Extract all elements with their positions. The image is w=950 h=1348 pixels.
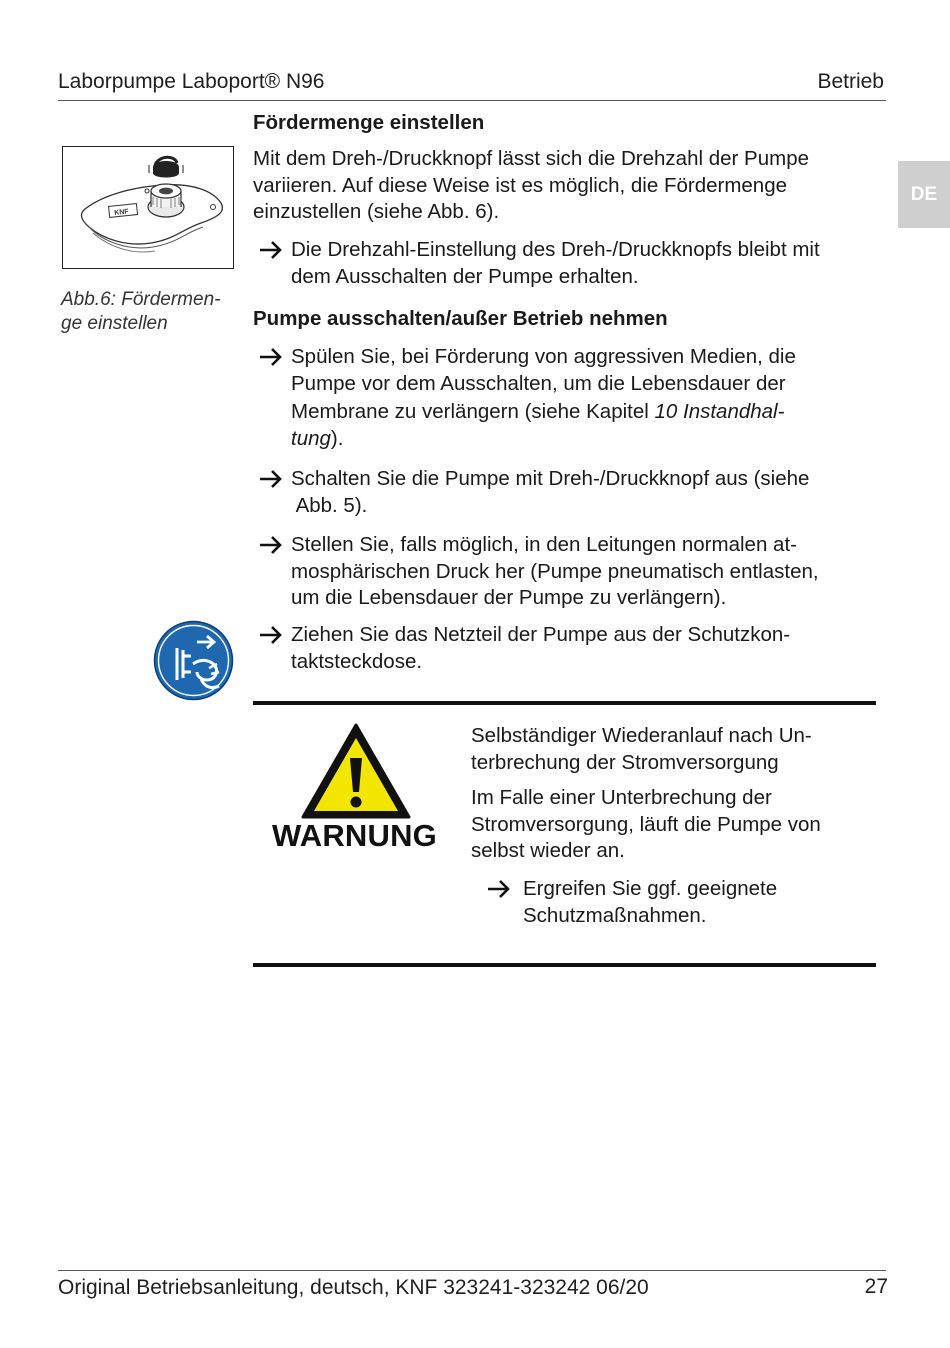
arrow-right-icon	[258, 237, 286, 263]
step-line: um die Lebensdauer der Pumpe zu verlängern).	[291, 586, 727, 609]
warning-step-line: Schutzmaßnahmen.	[523, 903, 707, 927]
section-paragraph	[253, 146, 883, 226]
instruction-step	[258, 622, 883, 675]
step-line: Pumpe vor dem Ausschalten, um die Lebensdauer der	[291, 371, 786, 395]
chapter-reference: 10 Instandhal-	[654, 400, 785, 423]
step-line: Spülen Sie, bei Förderung von aggressiven Medien, die	[291, 345, 796, 368]
arrow-right-icon	[258, 344, 286, 370]
warning-title	[471, 723, 881, 776]
footer-document-info: Original Betriebsanleitung, deutsch, KNF 323241-323242 06/20	[58, 1276, 649, 1299]
step-line: Stellen Sie, falls möglich, in den Leitungen normalen at-	[291, 533, 797, 556]
warning-top-rule	[253, 701, 876, 705]
header-section: Betrieb	[817, 70, 884, 93]
warning-body	[471, 785, 881, 865]
step-line: Ziehen Sie das Netzteil der Pumpe aus der Schutzkon-	[291, 623, 791, 646]
chapter-reference: tung	[291, 426, 331, 450]
warning-step-line: Ergreifen Sie ggf. geeignete	[523, 877, 778, 900]
step-line: Schalten Sie die Pumpe mit Dreh-/Druckknopf aus (siehe	[291, 467, 810, 490]
section-heading: Pumpe ausschalten/außer Betrieb nehmen	[253, 307, 668, 330]
paragraph-line: variieren. Auf diese Weise ist es möglich, die Fördermenge	[253, 173, 788, 197]
warning-body-line: selbst wieder an.	[471, 839, 625, 862]
section-heading: Fördermenge einstellen	[253, 111, 485, 134]
page-number: 27	[864, 1275, 888, 1298]
step-line: Abb. 5).	[291, 493, 368, 517]
header-rule	[58, 100, 886, 101]
step-line	[291, 426, 883, 453]
warning-step	[486, 876, 881, 929]
step-text: ).	[330, 426, 344, 450]
warning-title-line: terbrechung der Stromversorgung	[471, 750, 779, 774]
step-line: mosphärischen Druck her (Pumpe pneumatisch entlasten,	[291, 559, 819, 583]
warning-body-line: Im Falle einer Unterbrechung der	[471, 786, 772, 809]
instruction-step	[258, 466, 883, 519]
step-line	[291, 399, 883, 426]
header-title: Laborpumpe Laboport® N96	[58, 70, 325, 93]
unplug-mains-icon	[153, 620, 234, 701]
instruction-step	[258, 344, 883, 452]
knf-label: KNF	[113, 208, 129, 217]
language-tab: DE	[898, 161, 950, 228]
paragraph-line: einzustellen (siehe Abb. 6).	[253, 200, 500, 223]
figure-caption	[61, 288, 241, 336]
step-line: dem Ausschalten der Pumpe erhalten.	[291, 264, 639, 288]
instruction-step	[258, 237, 883, 290]
figure-caption-line: ge einstellen	[61, 313, 168, 334]
arrow-right-icon	[258, 532, 286, 558]
figure-caption-line: Abb.6: Fördermen-	[61, 289, 221, 310]
warning-triangle-icon	[300, 722, 412, 820]
arrow-right-icon	[258, 466, 286, 492]
warning-signal-word: WARNUNG	[272, 818, 437, 853]
step-text: Membrane zu verlängern (siehe Kapitel	[291, 400, 655, 423]
footer-rule	[58, 1270, 886, 1271]
warning-bottom-rule	[253, 963, 876, 967]
paragraph-line: Mit dem Dreh-/Druckknopf lässt sich die Drehzahl der Pumpe	[253, 147, 809, 170]
step-line: taktsteckdose.	[291, 649, 423, 673]
figure-frame	[62, 146, 234, 269]
arrow-right-icon	[486, 876, 514, 902]
arrow-right-icon	[258, 622, 286, 648]
pump-knob-illustration	[63, 147, 233, 268]
warning-title-line: Selbständiger Wiederanlauf nach Un-	[471, 724, 812, 747]
step-line: Die Drehzahl-Einstellung des Dreh-/Druckknopfs bleibt mit	[291, 238, 820, 261]
instruction-step	[258, 532, 883, 612]
warning-body-line: Stromversorgung, läuft die Pumpe von	[471, 812, 821, 836]
